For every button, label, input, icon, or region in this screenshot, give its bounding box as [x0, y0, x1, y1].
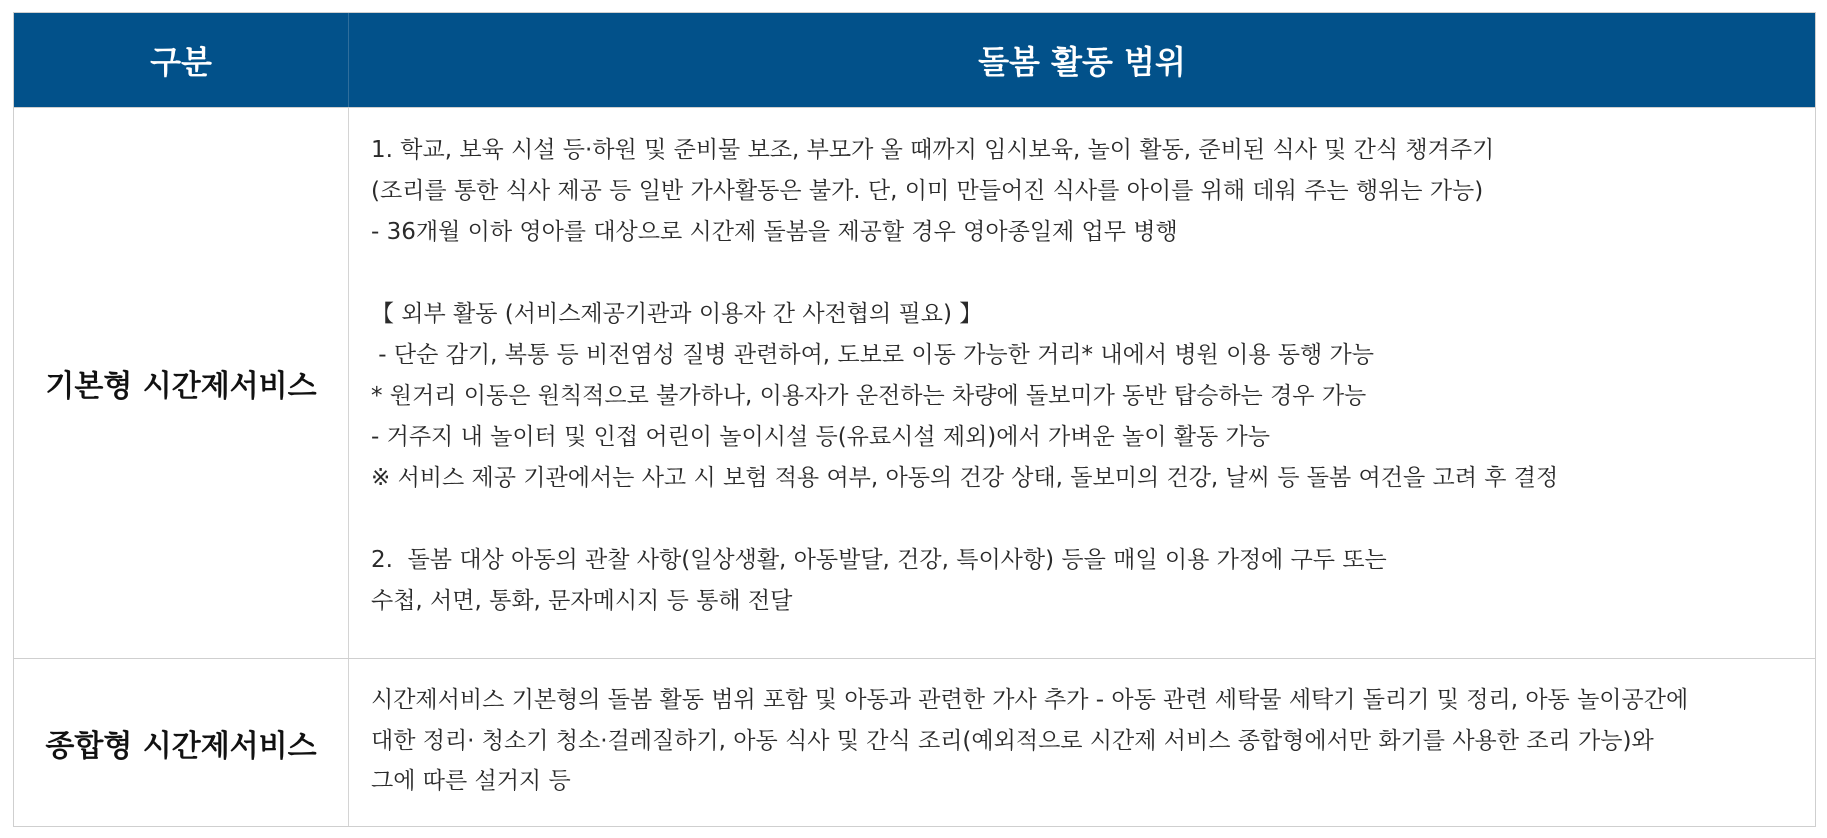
content-spacer [371, 499, 1815, 540]
header-category: 구분 [14, 13, 349, 107]
content-line: 대한 정리· 청소기 청소·걸레질하기, 아동 식사 및 간식 조리(예외적으로 시간제 서비스 종합형에서만 화기를 사용한 조리 가능)와 [371, 727, 1654, 754]
content-line: 【 외부 활동 (서비스제공기관과 이용자 간 사전협의 필요) 】 [371, 301, 983, 327]
table-row-basic [14, 107, 1815, 658]
row-label-comprehensive: 종합형 시간제서비스 [14, 659, 349, 826]
content-line: - 단순 감기, 복통 등 비전염성 질병 관련하여, 도보로 이동 가능한 거리* 내에서 병원 이용 동행 가능 [371, 342, 1374, 368]
care-scope-table [13, 12, 1816, 827]
content-line: - 거주지 내 놀이터 및 인접 어린이 놀이시설 등(유료시설 제외)에서 가벼운 놀이 활동 가능 [371, 424, 1270, 450]
content-line: 2. 돌봄 대상 아동의 관찰 사항(일상생활, 아동발달, 건강, 특이사항) 등을 매일 이용 가정에 구두 또는 [371, 547, 1387, 573]
content-line: ※ 서비스 제공 기관에서는 사고 시 보험 적용 여부, 아동의 건강 상태, 돌보미의 건강, 날씨 등 돌봄 여건을 고려 후 결정 [371, 465, 1559, 491]
row-content-basic [349, 108, 1815, 658]
content-line: 시간제서비스 기본형의 돌봄 활동 범위 포함 및 아동과 관련한 가사 추가 - 아동 관련 세탁물 세탁기 돌리기 및 정리, 아동 놀이공간에 [371, 687, 1689, 713]
content-line: 수첩, 서면, 통화, 문자메시지 등 통해 전달 [371, 588, 793, 614]
table-row-comprehensive [14, 658, 1815, 826]
content-line: 그에 따른 설거지 등 [371, 768, 571, 794]
content-line: 1. 학교, 보육 시설 등·하원 및 준비물 보조, 부모가 올 때까지 임시보육, 놀이 활동, 준비된 식사 및 간식 챙겨주기 [371, 137, 1495, 163]
header-care-scope: 돌봄 활동 범위 [978, 43, 1186, 81]
content-line: * 원거리 이동은 원칙적으로 불가하나, 이용자가 운전하는 차량에 돌보미가 동반 탑승하는 경우 가능 [371, 383, 1367, 409]
table-header-row [14, 13, 1815, 107]
content-line: - 36개월 이하 영아를 대상으로 시간제 돌봄을 제공할 경우 영아종일제 업무 병행 [371, 219, 1178, 245]
row-content-comprehensive [349, 659, 1815, 826]
content-spacer [371, 253, 1815, 294]
content-line: (조리를 통한 식사 제공 등 일반 가사활동은 불가. 단, 이미 만들어진 식사를 아이를 위해 데워 주는 행위는 가능) [371, 178, 1484, 204]
row-label-basic: 기본형 시간제서비스 [14, 108, 349, 658]
